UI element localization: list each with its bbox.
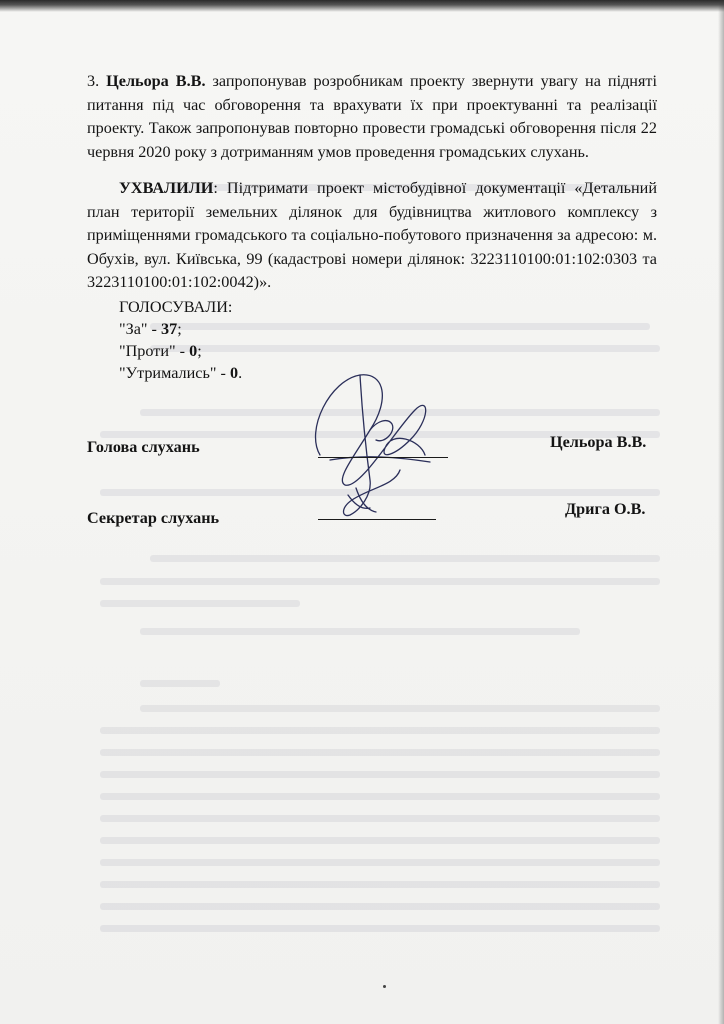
vote-for-label: "За" - [119, 319, 161, 338]
scan-top-edge [0, 0, 724, 12]
vote-abstain-label: "Утримались" - [119, 363, 230, 382]
secretary-title: Секретар слухань [87, 509, 220, 527]
voting-label: ГОЛОСУВАЛИ: [119, 297, 233, 316]
item-number: 3. [87, 72, 100, 90]
chair-signature-line [318, 457, 448, 458]
vote-against-label: "Проти" - [119, 341, 190, 360]
minutes-body [87, 70, 657, 384]
scan-right-edge [718, 0, 724, 1024]
resolution-label: УХВАЛИЛИ [119, 179, 214, 197]
chair-title: Голова слухань [87, 438, 200, 456]
resolution-text: : Підтримати проект містобудівної документації «Детальний план території земельних ділянок для будівництва житлового комплексу з приміщеннями громадського та соціально-побутового призначення за адресою: м. Обухів, вул. Київська, 99 (кадастрові номери ділянок: 3223110100:01:102:0303 та 3223110100:01:102:0042)». [87, 179, 657, 291]
chair-name: Цельора В.В. [550, 433, 647, 451]
secretary-signature-line [318, 519, 436, 520]
speaker-name: Цельора В.В. [106, 72, 206, 90]
vote-abstain-value: 0 [229, 363, 239, 382]
item-3-paragraph [87, 70, 657, 164]
vote-for: "За" - 37; [119, 319, 182, 338]
scan-speck [383, 985, 386, 988]
resolution-paragraph [87, 177, 657, 295]
vote-against: "Проти" - 0; [119, 341, 202, 360]
vote-against-value: 0 [189, 341, 198, 360]
item-3-text: запропонував розробникам проекту звернути увагу на підняті питання під час обговорення та врахувати їх при проектуванні та реалізації проекту. Також запропонував повторно провести громадські обговорення після 22 червня 2020 року з дотриманням умов проведення громадських слухань. [87, 72, 657, 161]
vote-for-value: 37 [161, 319, 178, 338]
vote-abstain: "Утримались" - 0. [119, 363, 243, 382]
secretary-name: Дрига О.В. [565, 500, 646, 518]
